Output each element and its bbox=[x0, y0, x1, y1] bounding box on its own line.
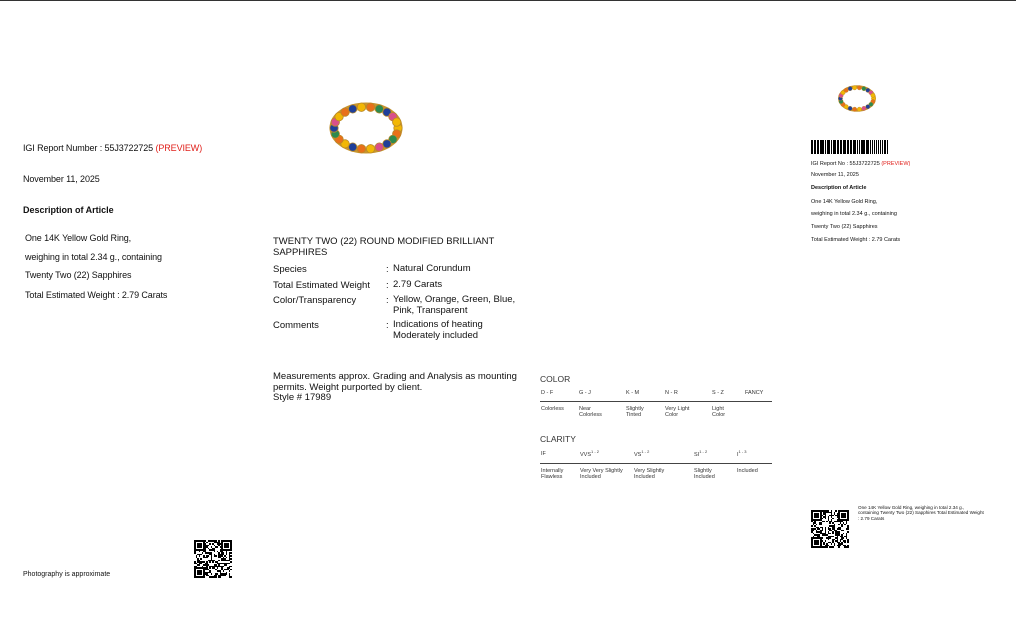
ring-photo bbox=[328, 100, 404, 156]
color-desc: Slightly Tinted bbox=[626, 406, 644, 419]
gemstone bbox=[871, 93, 875, 97]
gemstone bbox=[349, 105, 357, 113]
clarity-scale-title: CLARITY bbox=[540, 434, 576, 444]
description-title: Description of Article bbox=[23, 205, 114, 215]
clarity-code: $I^{1 - 3}$ bbox=[737, 449, 747, 458]
colon: : bbox=[386, 320, 389, 331]
report-number bbox=[23, 143, 202, 153]
right-description-line-1: One 14K Yellow Gold Ring, bbox=[811, 199, 878, 205]
right-report-number: IGI Report No : 55J3722725 (PREVIEW) bbox=[811, 161, 911, 167]
description-line-1: One 14K Yellow Gold Ring, bbox=[25, 233, 132, 243]
gemstone bbox=[349, 143, 357, 151]
report-number-label: IGI Report Number : 55J3722725 bbox=[23, 143, 154, 153]
clarity-code: VS$^{1 - 2}$ bbox=[634, 449, 650, 458]
color-code: D - F bbox=[541, 390, 554, 396]
gemstone bbox=[862, 86, 866, 90]
gemstone bbox=[848, 86, 852, 90]
gemstone bbox=[862, 106, 866, 110]
top-border bbox=[0, 0, 1016, 1]
color-desc: Very Light Color bbox=[665, 406, 690, 419]
preview-badge: (PREVIEW) bbox=[155, 143, 203, 153]
style-number: Style # 17989 bbox=[273, 392, 332, 403]
gemstone bbox=[393, 118, 401, 126]
clarity-code: SI$^{1 - 2}$ bbox=[694, 449, 708, 458]
right-description-line-2: weighing in total 2.34 g., containing bbox=[811, 211, 897, 217]
gemstone bbox=[357, 145, 365, 153]
description-line-4: Total Estimated Weight : 2.79 Carats bbox=[25, 290, 168, 300]
gemstone bbox=[357, 103, 365, 111]
comments-value: Indications of heating Moderately included bbox=[393, 319, 483, 341]
color-code: N - R bbox=[665, 390, 678, 396]
color-scale-title: COLOR bbox=[540, 374, 571, 384]
color-transparency-value: Yellow, Orange, Green, Blue, Pink, Transparent bbox=[393, 294, 516, 316]
clarity-desc: Very Slightly Included bbox=[634, 468, 665, 481]
color-code: K - M bbox=[626, 390, 640, 396]
right-qr-caption: One 14K Yellow Gold Ring, weighing in total 2.34 g., containing Twenty Two (22) Sapphires Total Estimated Weight : 2.79 Carats bbox=[858, 505, 984, 521]
gemstone bbox=[366, 145, 374, 153]
right-date: November 11, 2025 bbox=[811, 172, 859, 178]
weight-label: Total Estimated Weight bbox=[273, 280, 370, 291]
clarity-desc: Included bbox=[737, 468, 758, 474]
right-qr-code bbox=[811, 510, 849, 548]
gemstone bbox=[341, 108, 349, 116]
color-transparency-label: Color/Transparency bbox=[273, 295, 357, 306]
color-desc: Light Color bbox=[712, 406, 726, 419]
clarity-code: VVS$^{1 - 2}$ bbox=[580, 449, 600, 458]
gemstone bbox=[857, 107, 861, 111]
description-line-2: weighing in total 2.34 g., containing bbox=[25, 252, 162, 262]
ring-thumbnail bbox=[836, 84, 878, 113]
gemstone bbox=[844, 88, 848, 92]
description-line-3: Twenty Two (22) Sapphires bbox=[25, 270, 132, 280]
qr-code bbox=[194, 540, 232, 578]
right-description-title: Description of Article bbox=[811, 185, 867, 191]
gemstone bbox=[375, 143, 383, 151]
color-desc: Near Colorless bbox=[579, 406, 602, 419]
gemstone bbox=[375, 105, 383, 113]
measurement-note: Measurements approx. Grading and Analysis as mounting permits. Weight purported by client. bbox=[273, 371, 517, 393]
right-description-line-4: Total Estimated Weight : 2.79 Carats bbox=[811, 237, 901, 243]
color-code: G - J bbox=[579, 390, 591, 396]
weight-value: 2.79 Carats bbox=[393, 279, 443, 290]
right-preview-badge: (PREVIEW) bbox=[881, 161, 911, 167]
clarity-code: IF bbox=[541, 451, 546, 457]
gemstone bbox=[366, 103, 374, 111]
photo-note: Photography is approximate bbox=[23, 571, 111, 578]
colon: : bbox=[386, 280, 389, 291]
clarity-scale-rule bbox=[540, 463, 772, 464]
clarity-desc: Slightly Included bbox=[694, 468, 715, 481]
species-label: Species bbox=[273, 264, 307, 275]
colon: : bbox=[386, 295, 389, 306]
comments-label: Comments bbox=[273, 320, 319, 331]
color-code: S - Z bbox=[712, 390, 724, 396]
color-desc: Colorless bbox=[541, 406, 564, 412]
gemstone bbox=[857, 86, 861, 90]
color-scale-rule bbox=[540, 401, 772, 402]
report-date: November 11, 2025 bbox=[23, 174, 100, 184]
species-value: Natural Corundum bbox=[393, 263, 471, 274]
gemstone bbox=[852, 86, 856, 90]
item-heading: TWENTY TWO (22) ROUND MODIFIED BRILLIANT SAPPHIRES bbox=[273, 236, 495, 258]
gemstone bbox=[852, 107, 856, 111]
right-description-line-3: Twenty Two (22) Sapphires bbox=[811, 224, 878, 230]
gemstone bbox=[383, 140, 391, 148]
clarity-desc: Internally Flawless bbox=[541, 468, 564, 481]
colon: : bbox=[386, 264, 389, 275]
clarity-desc: Very Very Slightly Included bbox=[580, 468, 623, 481]
gemstone bbox=[866, 105, 870, 109]
barcode bbox=[811, 140, 889, 154]
gemstone bbox=[848, 106, 852, 110]
color-code: FANCY bbox=[745, 390, 764, 396]
